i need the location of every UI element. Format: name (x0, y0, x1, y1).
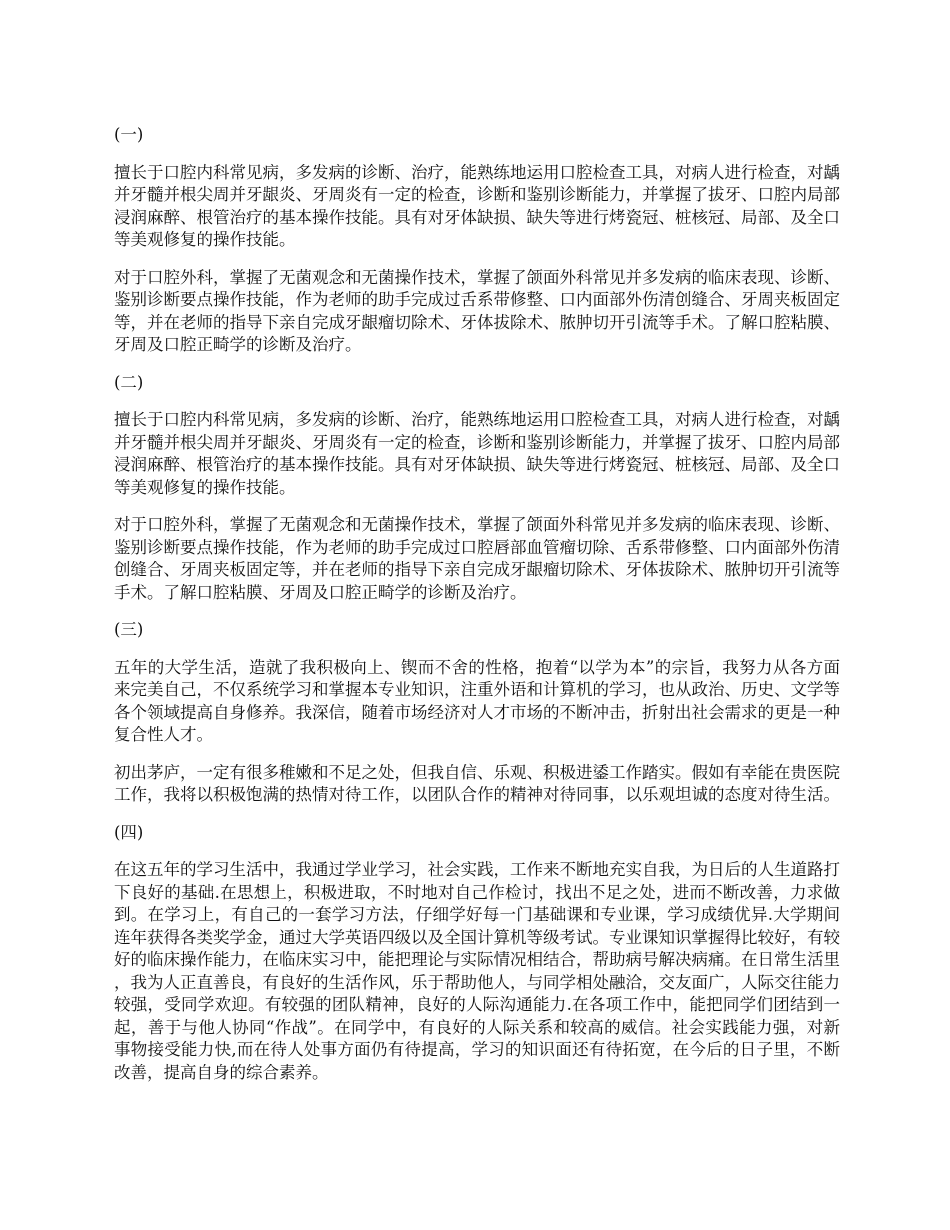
section-heading: (二) (114, 372, 144, 392)
paragraph: 五年的大学生活，造就了我积极向上、锲而不舍的性格，抱着“以学为本”的宗旨，我努力从各方面来完美自己，不仅系统学习和掌握本专业知识，注重外语和计算机的学习，也从政治、历史、文学等各个领域提高自身修养。我深信，随着市场经济对人才市场的不断冲击，折射出社会需求的更是一种复合性人才。 (114, 657, 840, 744)
section-4 (114, 822, 840, 1085)
section-heading: (一) (114, 125, 144, 144)
section-1 (114, 124, 840, 357)
section-heading: (三) (114, 620, 144, 639)
section-2 (114, 372, 840, 605)
paragraph: 擅长于口腔内科常见病，多发病的诊断、治疗，能熟练地运用口腔检查工具，对病人进行检查，对龋并牙髓并根尖周并牙龈炎、牙周炎有一定的检查，诊断和鉴别诊断能力，并掌握了拔牙、口腔内局部浸润麻醉、根管治疗的基本操作技能。具有对牙体缺损、缺失等进行烤瓷冠、桩核冠、局部、及全口等美观修复的操作技能。 (114, 162, 840, 249)
section-3 (114, 619, 840, 807)
paragraph: 对于口腔外科，掌握了无菌观念和无菌操作技术，掌握了颌面外科常见并多发病的临床表现、诊断、鉴别诊断要点操作技能，作为老师的助手完成过口腔唇部血管瘤切除、舌系带修整、口内面部外伤清创缝合、牙周夹板固定等，并在老师的指导下亲自完成牙龈瘤切除术、牙体拔除术、脓肿切开引流等手术。了解口腔粘膜、牙周及口腔正畸学的诊断及治疗。 (114, 515, 840, 602)
paragraph: 擅长于口腔内科常见病，多发病的诊断、治疗，能熟练地运用口腔检查工具，对病人进行检查，对龋并牙髓并根尖周并牙龈炎、牙周炎有一定的检查，诊断和鉴别诊断能力，并掌握了拔牙、口腔内局部浸润麻醉、根管治疗的基本操作技能。具有对牙体缺损、缺失等进行烤瓷冠、桩核冠、局部、及全口等美观修复的操作技能。 (114, 410, 840, 497)
document-body (114, 124, 840, 1099)
paragraph: 在这五年的学习生活中，我通过学业学习，社会实践，工作来不断地充实自我，为日后的人生道路打下良好的基础.在思想上，积极进取，不时地对自己作检讨，找出不足之处，进而不断改善，力求做到。在学习上，有自己的一套学习方法，仔细学好每一门基础课和专业课，学习成绩优异.大学期间连年获得各类奖学金，通过大学英语四级以及全国计算机等级考试。专业课知识掌握得比较好，有较好的临床操作能力，在临床实习中，能把理论与实际情况相结合，帮助病号解决病痛。在日常生活里，我为人正直善良，有良好的生活作风，乐于帮助他人，与同学相处融洽，交友面广，人际交往能力较强，受同学欢迎。有较强的团队精神，良好的人际沟通能力.在各项工作中，能把同学们团结到一起，善于与他人协同“作战”。在同学中，有良好的人际关系和较高的威信。社会实践能力强，对新事物接受能力快,而在待人处事方面仍有待提高，学习的知识面还有待拓宽，在今后的日子里，不断改善，提高自身的综合素养。 (114, 860, 840, 1082)
paragraph: 对于口腔外科，掌握了无菌观念和无菌操作技术，掌握了颌面外科常见并多发病的临床表现、诊断、鉴别诊断要点操作技能，作为老师的助手完成过舌系带修整、口内面部外伤清创缝合、牙周夹板固定等，并在老师的指导下亲自完成牙龈瘤切除术、牙体拔除术、脓肿切开引流等手术。了解口腔粘膜、牙周及口腔正畸学的诊断及治疗。 (114, 267, 840, 354)
paragraph: 初出茅庐，一定有很多稚嫩和不足之处，但我自信、乐观、积极进鋈工作踏实。假如有幸能在贵医院工作，我将以积极饱满的热情对待工作，以团队合作的精神对待同事，以乐观坦诚的态度对待生活。 (114, 762, 840, 804)
section-heading: (四) (114, 822, 144, 842)
